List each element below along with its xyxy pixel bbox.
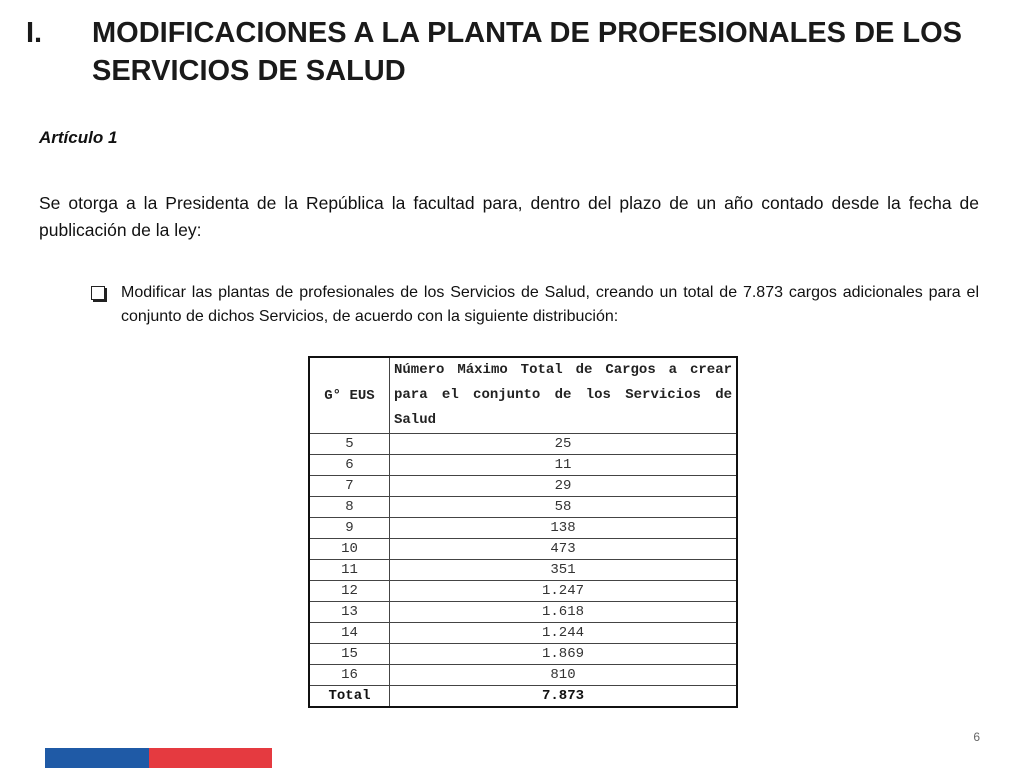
table-row: [309, 476, 737, 497]
count-cell: 351: [390, 560, 738, 581]
count-cell: 25: [390, 434, 738, 455]
table-row: [309, 560, 737, 581]
header-grade: G° EUS: [309, 357, 390, 434]
grade-cell: 15: [309, 644, 390, 665]
page-number: 6: [973, 730, 980, 744]
footer-red-segment: [149, 748, 272, 768]
count-cell: 29: [390, 476, 738, 497]
grade-cell: 9: [309, 518, 390, 539]
table-row: [309, 665, 737, 686]
table-row: [309, 623, 737, 644]
count-cell: 138: [390, 518, 738, 539]
count-cell: 1.247: [390, 581, 738, 602]
table-row: [309, 497, 737, 518]
bullet-text: Modificar las plantas de profesionales de los Servicios de Salud, creando un total de 7.873 cargos adicionales para el conjunto de dichos Servicios, de acuerdo con la siguiente distribución:: [121, 284, 979, 325]
grade-cell: 7: [309, 476, 390, 497]
total-value: 7.873: [390, 686, 738, 708]
footer-blue-segment: [45, 748, 149, 768]
count-cell: 810: [390, 665, 738, 686]
table-row: [309, 518, 737, 539]
grade-cell: 13: [309, 602, 390, 623]
grade-cell: 12: [309, 581, 390, 602]
count-cell: 1.244: [390, 623, 738, 644]
footer-color-bar: [45, 748, 272, 768]
count-cell: 1.869: [390, 644, 738, 665]
count-cell: 473: [390, 539, 738, 560]
grade-cell: 14: [309, 623, 390, 644]
count-cell: 1.618: [390, 602, 738, 623]
table-row: [309, 434, 737, 455]
grade-cell: 5: [309, 434, 390, 455]
title-text: MODIFICACIONES A LA PLANTA DE PROFESIONALES DE LOS SERVICIOS DE SALUD: [92, 17, 963, 87]
grade-cell: 16: [309, 665, 390, 686]
table-row: [309, 581, 737, 602]
grade-cell: 10: [309, 539, 390, 560]
table-row: [309, 455, 737, 476]
grade-cell: 6: [309, 455, 390, 476]
total-label: Total: [309, 686, 390, 708]
table-row: [309, 644, 737, 665]
count-cell: 58: [390, 497, 738, 518]
article-heading: Artículo 1: [39, 128, 118, 147]
table-header-row: [309, 357, 737, 434]
grade-cell: 11: [309, 560, 390, 581]
grade-cell: 8: [309, 497, 390, 518]
table-row: [309, 602, 737, 623]
table-row: [309, 539, 737, 560]
header-count: Número Máximo Total de Cargos a crear para el conjunto de los Servicios de Salud: [390, 357, 738, 434]
slide-title: [26, 14, 986, 90]
distribution-table: [308, 356, 738, 708]
table-total-row: [309, 686, 737, 708]
checkbox-icon: [91, 286, 105, 300]
count-cell: 11: [390, 455, 738, 476]
title-number: I.: [26, 17, 43, 49]
intro-paragraph: Se otorga a la Presidenta de la República la facultad para, dentro del plazo de un año contado desde la fecha de publicación de la ley:: [39, 193, 979, 240]
